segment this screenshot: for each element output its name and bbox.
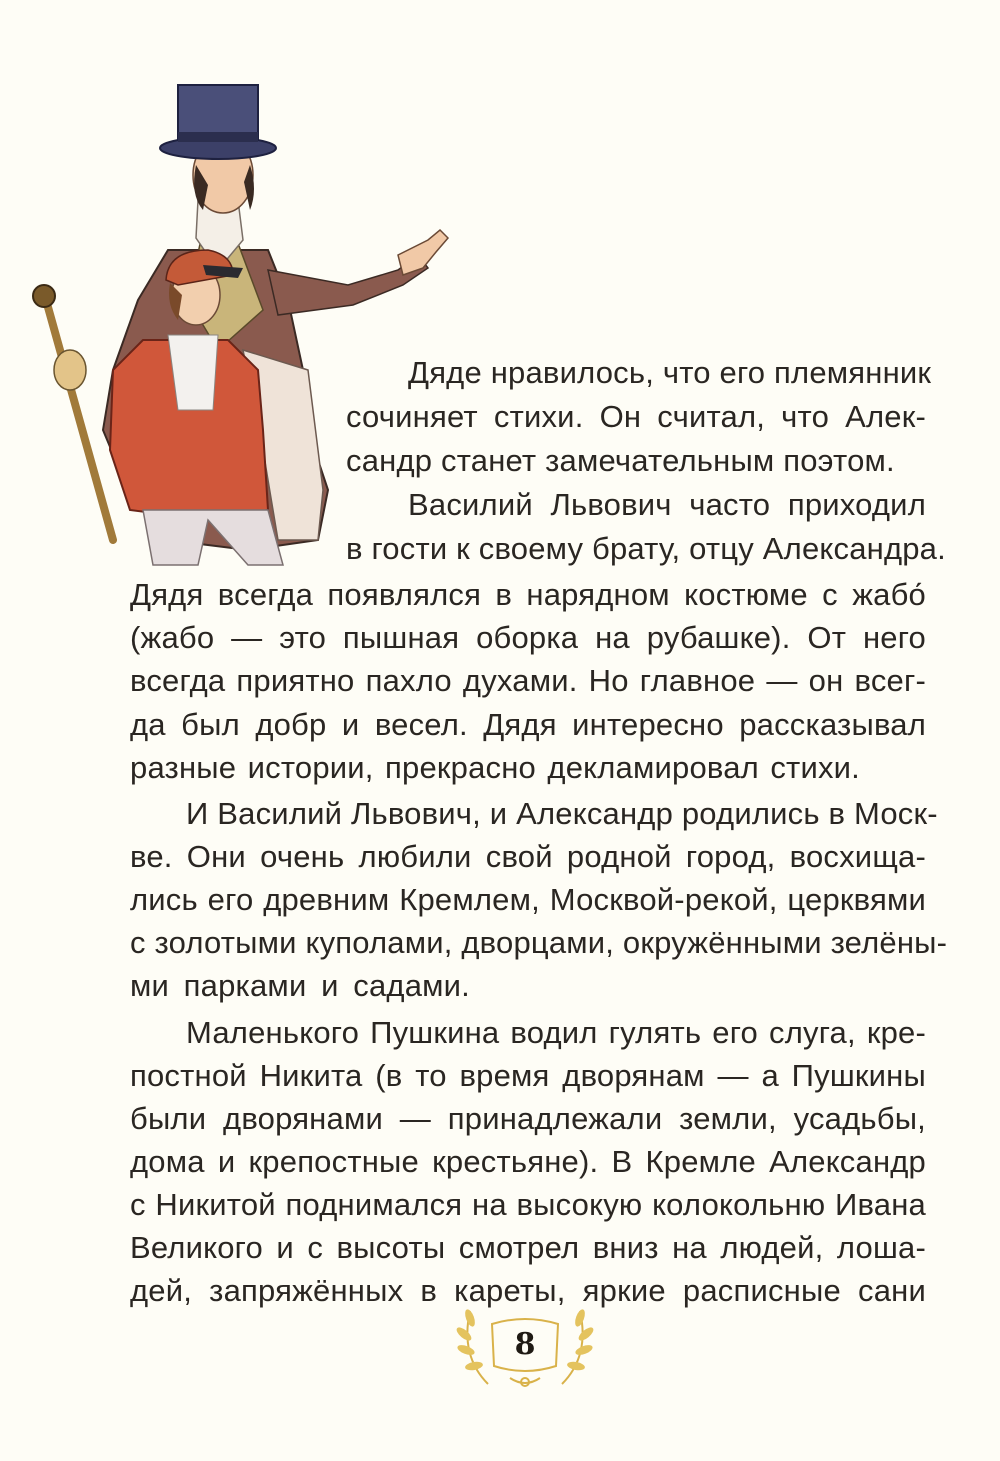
text-line: да был добр и весел. Дядя интересно рассказывал [130,707,926,742]
text-line: ми парками и садами. [130,968,470,1003]
text-line: сандр станет замечательным поэтом. [346,443,895,478]
text-line: Дядя всегда появлялся в нарядном костюме с жабо́ [130,577,926,612]
text-line: Василий Львович часто приходил [408,487,926,522]
text-line: разные истории, прекрасно декламировал стихи. [130,750,860,785]
text-line: с Никитой поднимался на высокую колокольню Ивана [130,1187,926,1222]
text-line: ве. Они очень любили свой родной город, восхища- [130,839,926,874]
text-line: Дяде нравилось, что его племянник [408,355,932,390]
text-line: Маленького Пушкина водил гулять его слуга, кре- [186,1015,926,1050]
text-line: И Василий Львович, и Александр родились в Моск- [186,796,938,831]
page-number: 8 [514,1327,536,1362]
text-line: всегда приятно пахло духами. Но главное — он всег- [130,663,926,698]
text-line: сочиняет стихи. Он считал, что Алек- [346,399,926,434]
text-line: дома и крепостные крестьяне). В Кремле Александр [130,1144,926,1179]
text-line: в гости к своему брату, отцу Александра. [346,531,946,566]
text-line: лись его древним Кремлем, Москвой-рекой, церквями [130,882,926,917]
text-line: постной Никита (в то время дворянам — а Пушкины [130,1058,926,1093]
text-line: были дворянами — принадлежали земли, усадьбы, [130,1101,926,1136]
text-line: (жабо — это пышная оборка на рубашке). От него [130,620,926,655]
text-line: дей, запряжённых в кареты, яркие расписные сани [130,1273,926,1308]
text-line: Великого и с высоты смотрел вниз на людей, лоша- [130,1230,926,1265]
text-line: с золотыми куполами, дворцами, окружёнными зелёны- [130,925,948,960]
